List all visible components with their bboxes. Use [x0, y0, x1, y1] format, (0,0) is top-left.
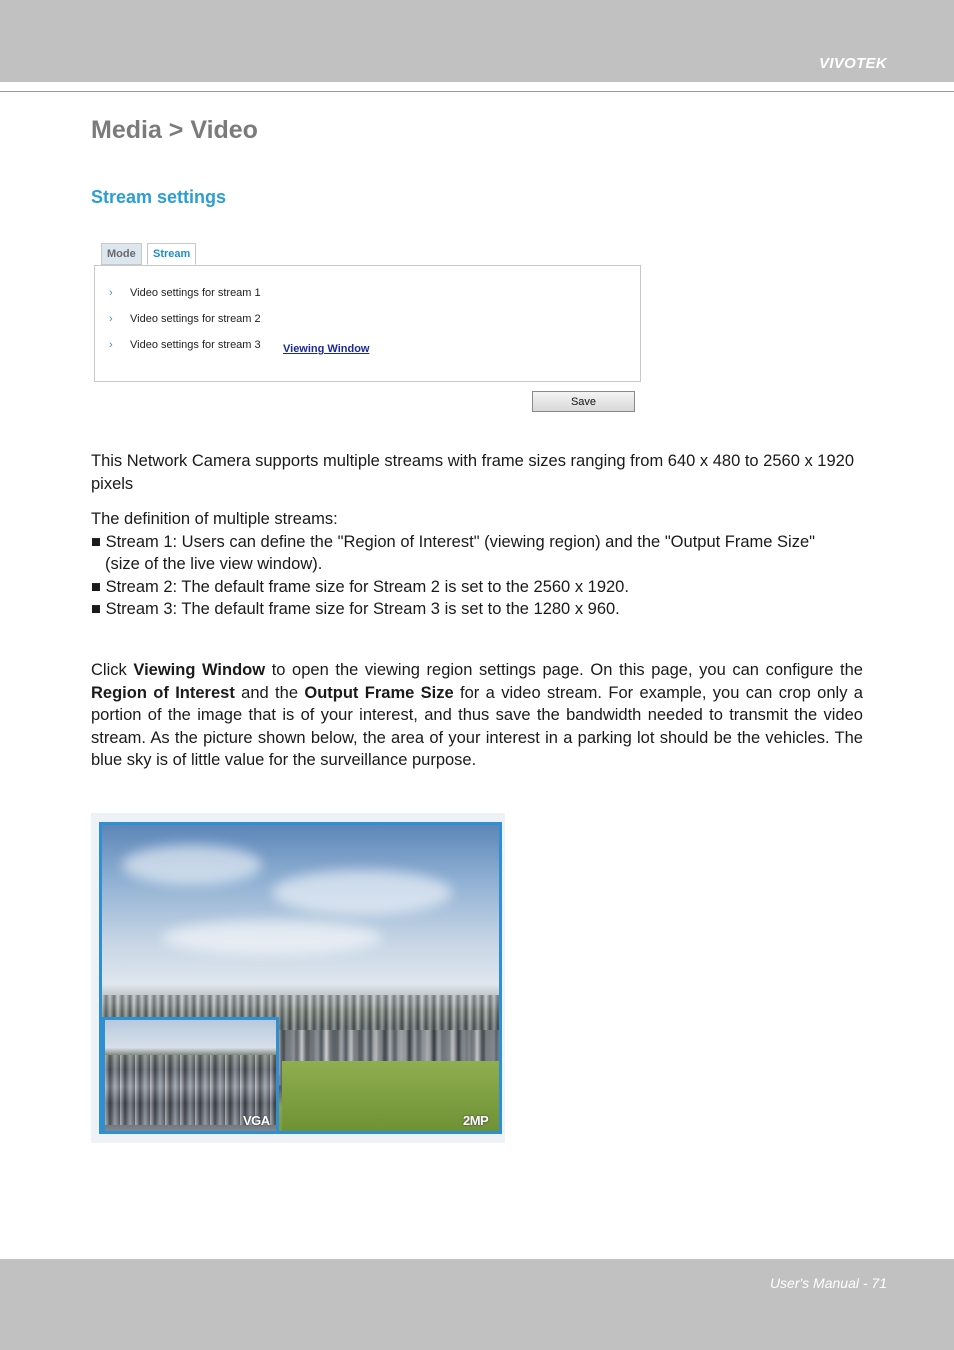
section-title: Stream settings — [91, 187, 227, 207]
viewing-window-paragraph: Click Viewing Window to open the viewing region settings page. On this page, you can configure the Region of Interest and the Output Frame Size for a video stream. For example, you can crop only a portion of the image that is of your interest, and thus save the bandwidth needed to transmit the video stream. As the picture shown below, the area of your interest in a parking lot should be the vehicles. The blue sky is of little value for the surveillance purpose. — [91, 661, 863, 769]
cloud — [162, 920, 382, 955]
viewing-window-link[interactable]: Viewing Window — [283, 343, 370, 355]
bullet-icon: ■ — [91, 600, 101, 618]
stream-list-box — [94, 265, 641, 382]
tab-mode[interactable]: Mode — [101, 243, 142, 265]
bold-region-of-interest: Region of Interest — [91, 683, 235, 702]
2mp-label: 2MP — [463, 1113, 489, 1128]
stream-definition — [91, 508, 863, 621]
header-divider — [0, 91, 954, 92]
parking-lot-photo — [91, 813, 505, 1143]
bullet-icon: ■ — [91, 532, 101, 551]
page-title: Media > Video — [91, 116, 258, 144]
cloud — [272, 870, 452, 915]
stream-item-3[interactable] — [109, 338, 261, 352]
chevron-right-icon: › — [109, 339, 113, 351]
tab-stream[interactable]: Stream — [147, 243, 196, 265]
intro-paragraph: This Network Camera supports multiple streams with frame sizes ranging from 640 x 480 to 2560 x 1920 pixels — [91, 452, 855, 493]
page-number: User's Manual - 71 — [769, 1275, 887, 1291]
definition-heading: The definition of multiple streams: — [91, 510, 338, 528]
bold-viewing-window: Viewing Window — [133, 661, 266, 679]
bullet-stream-1-cont: (size of the live view window). — [105, 555, 323, 573]
bold-output-frame-size: Output Frame Size — [304, 683, 454, 702]
chevron-right-icon: › — [109, 287, 113, 299]
stream-settings-panel — [91, 238, 644, 418]
bullet-stream-2: ■ Stream 2: The default frame size for Stream 2 is set to the 2560 x 1920. — [91, 577, 629, 596]
bullet-icon: ■ — [91, 577, 101, 596]
2mp-frame — [99, 822, 502, 1134]
bullet-stream-1: ■ Stream 1: Users can define the "Region of Interest" (viewing region) and the "Output Frame Size" — [91, 532, 816, 551]
footer-band — [0, 1259, 954, 1350]
save-button[interactable]: Save — [532, 391, 635, 412]
bullet-stream-3: ■ Stream 3: The default frame size for Stream 3 is set to the 1280 x 960. — [91, 600, 620, 618]
cloud — [122, 845, 262, 885]
stream-item-2[interactable] — [109, 312, 261, 326]
brand-logo: VIVOTEK — [819, 55, 887, 72]
header-band — [0, 0, 954, 82]
stream-item-label: Video settings for stream 3 — [130, 339, 261, 351]
chevron-right-icon: › — [109, 313, 113, 325]
stream-item-1[interactable] — [109, 286, 261, 300]
vga-label: VGA — [243, 1113, 270, 1128]
stream-item-label: Video settings for stream 2 — [130, 313, 261, 325]
stream-item-label: Video settings for stream 1 — [130, 287, 261, 299]
